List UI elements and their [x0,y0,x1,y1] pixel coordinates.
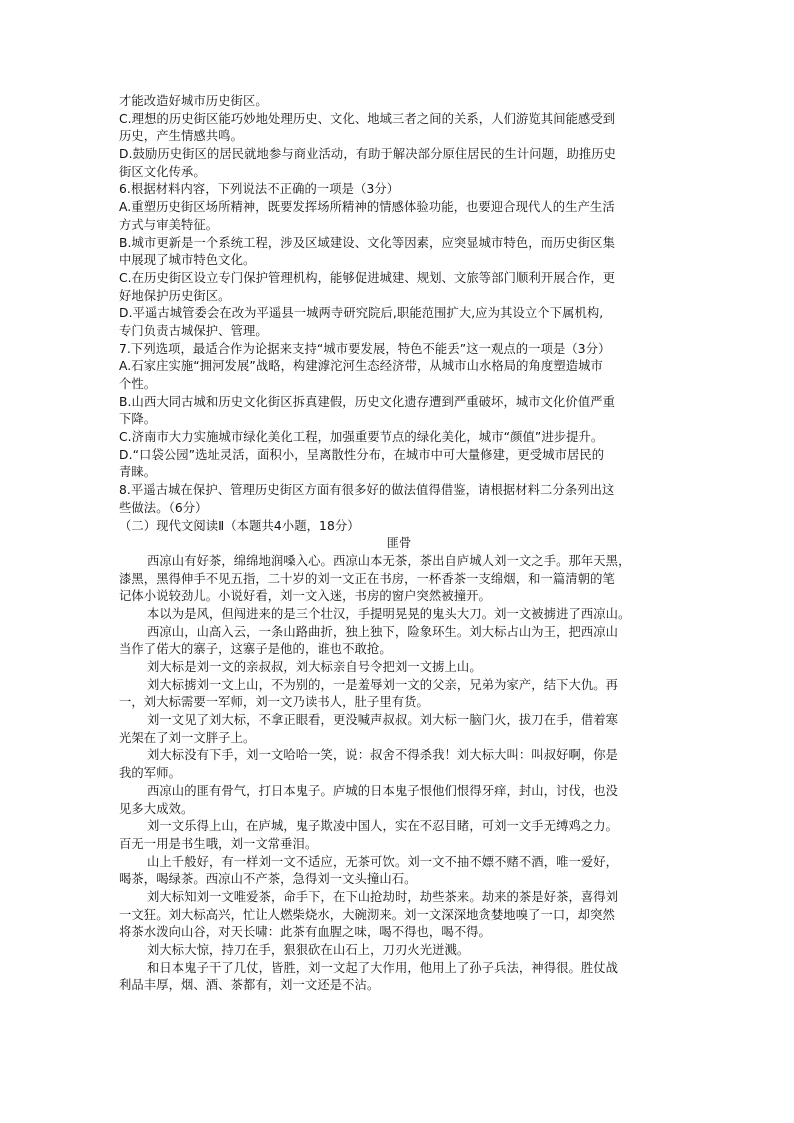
text-line: 6.根据材料内容，下列说法不正确的一项是（3分） [119,182,400,197]
text-line: 我的军师。 [119,766,181,781]
text-line: 刘大标大惊，持刀在手，狠狠砍在山石上，刀刃火光迸溅。 [147,943,470,957]
text-line: D.平遥古城管委会在改为平遥县一城两寺研究院后,职能范围扩大,应为其设立个下属机构, [119,306,604,321]
text-line: 刘大标掳刘一文上山，不为别的，一是羞辱刘一文的父亲，兄弟为家产，结下大仇。再 [147,677,619,692]
text-line: C.济南市大力实施城市绿化美化工程，加强重要节点的绿化美化，城市“颜值”进步提升。 [119,430,604,445]
text-line: 西凉山，山高入云，一条山路曲折，独上独下，险象环生。刘大标占山为王，把西凉山 [147,624,619,639]
text-line: 刘大标是刘一文的亲叔叔，刘大标亲自号令把刘一文掳上山。 [147,660,482,674]
story-title: 匪骨 [386,536,412,551]
text-line: 西凉山的匪有骨气，打日本鬼子。庐城的日本鬼子恨他们恨得牙痒，封山，讨伐，也没 [147,783,619,798]
text-line: 漆黑，黑得伸手不见五指，二十岁的刘一文正在书房，一杯香茶一支绵烟，和一篇清朝的笔 [119,571,615,586]
text-line: 些做法。（6分） [119,500,208,515]
text-line: 个性。 [119,377,157,391]
text-line: 将茶水泼向山谷，对天长啸：此茶有血腥之味，喝不得也，喝不得。 [119,925,491,940]
text-line: 一文狂。刘大标高兴，忙让人燃柴烧水，大碗沏来。刘一文深深地贪婪地嗅了一口，却突然 [119,907,615,922]
text-line: 8.平遥古城在保护、管理历史街区方面有很多好的做法值得借鉴，请根据材料二分条列出这 [119,483,615,498]
text-line: 山上千般好，有一样刘一文不适应，无茶可饮。刘一文不抽不嫖不赌不酒，唯一爱好， [147,854,619,869]
text-line: A.石家庄实施“拥河发展”战略，构建滹沱河生态经济带，从城市山水格局的角度塑造城市 [119,359,603,374]
text-line: 刘一文见了刘大标，不拿正眼看，更没喊声叔叔。刘大标一脑门火，拔刀在手，借着寒 [147,713,619,728]
text-line: 青睐。 [119,465,157,480]
text-line: B.山西大同古城和历史文化街区拆真建假，历史文化遗存遭到严重破坏，城市文化价值严重 [119,394,616,409]
text-line: （二）现代文阅读Ⅱ（本题共4小题，18分） [119,518,360,533]
text-line: 刘一文乐得上山，在庐城，鬼子欺凌中国人，实在不忍目睹，可刘一文手无缚鸡之力。 [147,819,619,834]
text-line: 街区文化传承。 [119,164,206,179]
text-line: C.理想的历史街区能巧妙地处理历史、文化、地域三者之间的关系，人们游览其间能感受到 [119,111,616,126]
text-line: 才能改造好城市历史街区。 [119,94,268,108]
text-line: 7.下列选项，最适合作为论据来支持“城市要发展，特色不能丢”这一观点的一项是（3分） [119,341,611,356]
text-line: 西凉山有好茶，绵绵地润嗓入心。西凉山本无茶，茶出自庐城人刘一文之手。那年天黑， [147,553,631,568]
text-line: 好地保护历史街区。 [119,288,231,303]
text-line: A.重塑历史街区场所精神，既要发挥场所精神的情感体验功能，也要迎合现代人的生产生活 [119,200,615,215]
text-line: 光架在了刘一文胖子上。 [119,730,256,745]
text-line: 下降。 [119,412,157,427]
text-line: 利品丰厚，烟、酒、茶都有，刘一文还是不沾。 [119,978,380,993]
text-line: 本以为是风，但闯进来的是三个壮汉，手提明晃晃的鬼头大刀。刘一文被掳进了西凉山。 [147,606,631,621]
text-line: 中展现了城市特色文化。 [119,253,256,268]
text-line: B.城市更新是一个系统工程，涉及区域建设、文化等因素，应突显城市特色，而历史街区集 [119,235,616,250]
text-line: 当作了偌大的寨子，这寨子是他的，谁也不敢抢。 [119,642,392,657]
text-line: 见多大成效。 [119,801,194,816]
text-line: 一，刘大标需要一军师，刘一文乃读书人，肚子里有货。 [119,695,429,710]
text-line: D.鼓励历史街区的居民就地参与商业活动，有助于解决部分原住居民的生计问题，助推历史 [119,147,617,162]
text-line: C.在历史街区设立专门保护管理机构，能够促进城建、规划、文旅等部门顺利开展合作，更 [119,270,616,285]
text-line: 方式与审美特征。 [119,217,219,232]
text-line: 历史，产生情感共鸣。 [119,129,243,144]
text-line: 刘大标没有下手，刘一文哈哈一笑，说：叔舍不得杀我！刘大标大叫：叫叔好啊，你是 [147,748,619,763]
text-line: 记体小说较劲儿。小说好看，刘一文入迷，书房的窗户突然被撞开。 [119,589,491,604]
text-line: D.“口袋公园”选址灵活，面积小，呈离散性分布，在城市中可大量修建，更受城市居民的 [119,447,605,462]
text-line: 刘大标知刘一文唯爱茶，命手下，在下山抢劫时，劫些茶来。劫来的茶是好茶，喜得刘 [147,889,619,904]
text-line: 专门负责古城保护、管理。 [119,323,268,338]
text-line: 喝茶，喝绿茶。西凉山不产茶，急得刘一文头撞山石。 [119,872,417,887]
text-line: 百无一用是书生哦，刘一文常垂泪。 [119,836,318,851]
document-page [119,93,679,995]
text-line: 和日本鬼子干了几仗，皆胜，刘一文起了大作用，他用上了孙子兵法，神得很。胜仗战 [147,960,619,975]
